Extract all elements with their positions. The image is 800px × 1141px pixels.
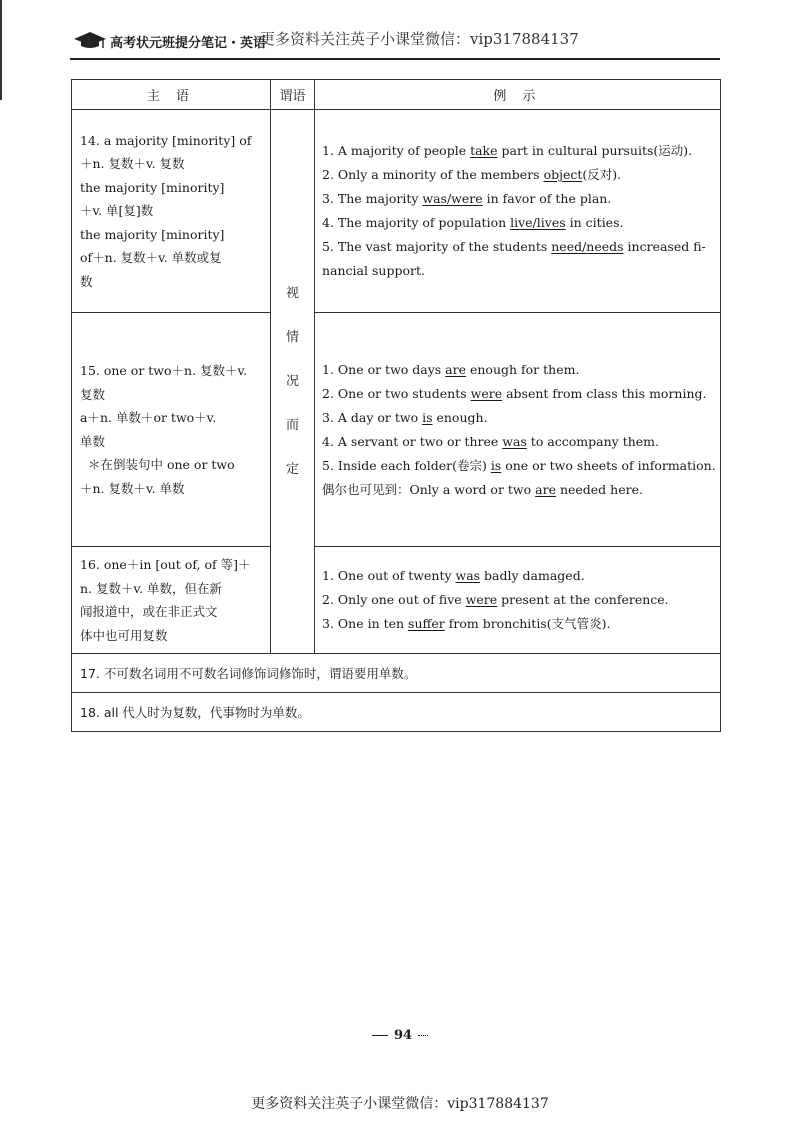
- subject-line: 复数: [80, 386, 106, 402]
- verb-underline: object: [543, 167, 583, 182]
- example-line: 4. A servant or two or three was to accompany them.: [322, 433, 659, 449]
- example-line: 5. Inside each folder(卷宗) is one or two sheets of information.: [322, 457, 716, 473]
- verb-underline: take: [470, 143, 498, 158]
- verb-underline: need/needs: [551, 239, 624, 254]
- table-row: [72, 693, 721, 732]
- column-header-example: 例 示: [315, 80, 721, 110]
- verb-underline: is: [422, 409, 433, 425]
- subject-line: ＊在倒装句中 one or two: [88, 457, 235, 472]
- scan-left-edge: [0, 0, 2, 100]
- example-line: 1. A majority of people take part in cultural pursuits(运动).: [322, 143, 693, 158]
- subject-line: 闻报道中，或在非正式文: [80, 604, 218, 619]
- subject-line: 单数: [80, 433, 106, 449]
- example-line: 4. The majority of population live/lives in cities.: [322, 215, 624, 230]
- book-title: 高考状元班提分笔记・英语: [110, 36, 267, 51]
- table-row: [72, 313, 721, 547]
- example-line: 1. One out of twenty was badly damaged.: [322, 568, 585, 583]
- subject-line: 数: [80, 273, 93, 289]
- verb-underline: were: [470, 385, 503, 401]
- subject-cell-14: [72, 110, 271, 313]
- subject-line: 体中也可用复数: [80, 627, 168, 643]
- verb-underline: is: [490, 457, 502, 473]
- predicate-char: 情: [285, 329, 299, 345]
- example-line: 2. One or two students were absent from class this morning.: [322, 385, 707, 401]
- verb-underline: was: [455, 568, 481, 583]
- predicate-char: 定: [285, 461, 299, 477]
- table-row: [72, 547, 721, 654]
- example-line: nancial support.: [322, 263, 425, 278]
- table-row: [72, 110, 721, 313]
- subject-line: 16. one＋in [out of, of 等]＋: [80, 557, 251, 572]
- subject-line: n. 复数＋v. 单数，但在新: [80, 580, 223, 596]
- example-cell-16: [315, 547, 721, 654]
- subject-line: 14. a majority [minority] of: [80, 132, 252, 148]
- example-line: 5. The vast majority of the students need/needs increased fi-: [322, 239, 706, 254]
- example-cell-14: [315, 110, 721, 313]
- verb-underline: are: [445, 361, 466, 377]
- table-header-row: [72, 80, 721, 110]
- subject-line: 15. one or two＋n. 复数＋v.: [80, 363, 248, 378]
- subject-verb-agreement-table: [71, 79, 721, 732]
- verb-underline: suffer: [408, 616, 445, 631]
- column-header-predicate: 谓语: [271, 80, 315, 110]
- example-line: 偶尔也可见到：Only a word or two are needed here.: [322, 481, 643, 497]
- predicate-char: 况: [285, 373, 299, 389]
- predicate-char: 而: [285, 417, 299, 433]
- subject-line: ＋n. 复数＋v. 复数: [80, 156, 185, 172]
- rule-18: 18. all 代人时为复数，代事物时为单数。: [72, 693, 721, 732]
- example-line: 3. A day or two is enough.: [322, 409, 488, 425]
- table-row: [72, 654, 721, 693]
- subject-line: a＋n. 单数＋or two＋v.: [80, 410, 217, 425]
- page-header: [70, 26, 720, 56]
- predicate-merged-cell: [271, 110, 315, 654]
- predicate-char: 视: [285, 285, 299, 301]
- verb-underline: was/were: [422, 191, 483, 206]
- rule-17: 17. 不可数名词用不可数名词修饰词修饰时，谓语要用单数。: [72, 654, 721, 693]
- subject-cell-16: [72, 547, 271, 654]
- subject-line: the majority [minority]: [80, 226, 225, 242]
- subject-line: ＋v. 单[复]数: [80, 203, 154, 219]
- subject-cell-15: [72, 313, 271, 547]
- footer-promo-text: 更多资料关注英子小课堂微信：vip317884137: [251, 1096, 549, 1112]
- header-rule: [70, 58, 720, 60]
- example-cell-15: [315, 313, 721, 547]
- page-number: 94: [350, 1028, 450, 1043]
- example-line: 2. Only a minority of the members object(反对).: [322, 167, 622, 182]
- verb-underline: live/lives: [510, 215, 566, 230]
- header-promo-text: 更多资料关注英子小课堂微信：vip317884137: [260, 30, 579, 48]
- example-line: 2. Only one out of five were present at the conference.: [322, 592, 669, 607]
- subject-line: ＋n. 复数＋v. 单数: [80, 480, 185, 496]
- subject-line: the majority [minority]: [80, 179, 225, 195]
- example-line: 3. The majority was/were in favor of the plan.: [322, 191, 612, 206]
- graduation-cap-icon: [72, 30, 108, 50]
- example-line: 3. One in ten suffer from bronchitis(支气管炎).: [322, 616, 611, 631]
- example-line: 1. One or two days are enough for them.: [322, 361, 580, 377]
- verb-underline: are: [535, 481, 556, 497]
- column-header-subject: 主 语: [72, 80, 271, 110]
- verb-underline: was: [502, 433, 527, 449]
- verb-underline: were: [465, 592, 498, 607]
- subject-line: of＋n. 复数＋v. 单数或复: [80, 250, 222, 266]
